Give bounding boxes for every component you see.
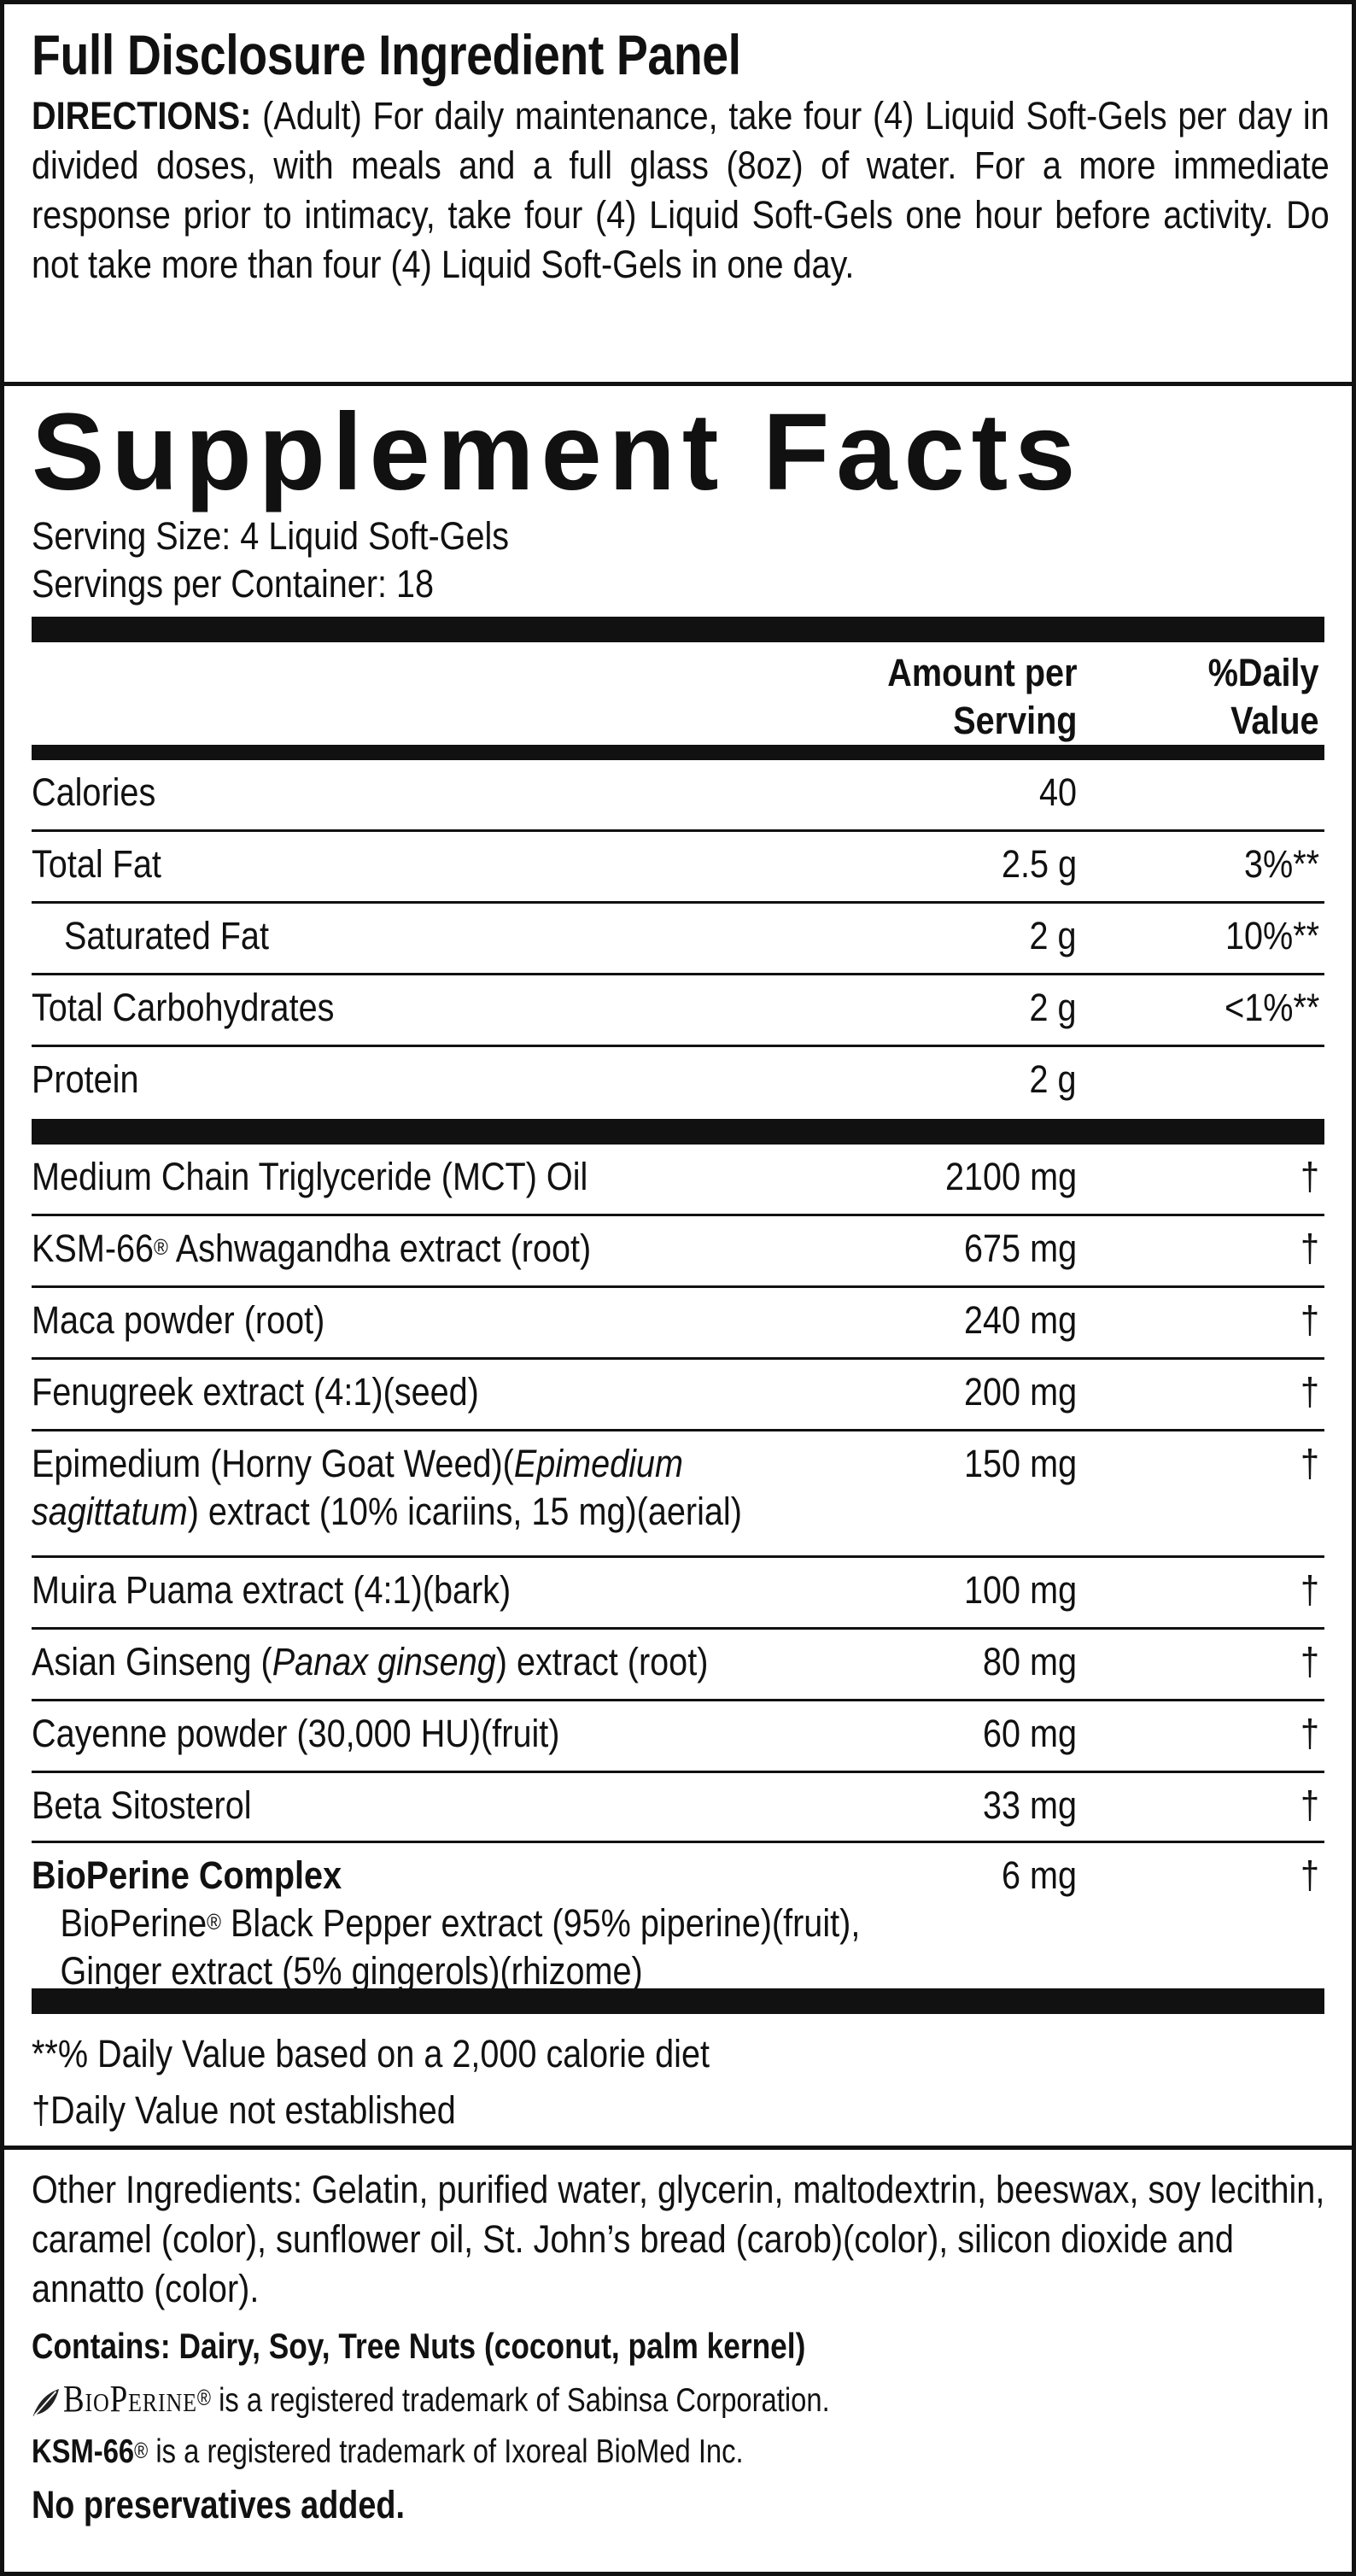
registered-mark: ® bbox=[154, 1234, 168, 1260]
table-row bbox=[32, 832, 1324, 904]
registered-mark: ® bbox=[134, 2438, 149, 2463]
complex-sub-brand: BioPerine bbox=[60, 1901, 207, 1945]
table-row bbox=[32, 1630, 1324, 1701]
ksm66-trademark-text: is a registered trademark of Ixoreal BioMed Inc. bbox=[148, 2433, 744, 2470]
bioperine-trademark-text: is a registered trademark of Sabinsa Corporation. bbox=[210, 2382, 830, 2419]
ingredient-amount: 33 mg bbox=[982, 1783, 1077, 1827]
amount-header-line2: Serving bbox=[952, 699, 1077, 742]
complex-sub-line2: Ginger extract (5% gingerols)(rhizome) bbox=[60, 1949, 643, 1993]
pepper-leaf-icon bbox=[32, 2387, 61, 2418]
ingredient-name-part: Asian Ginseng ( bbox=[32, 1640, 272, 1683]
panel-title: Full Disclosure Ingredient Panel bbox=[32, 23, 741, 86]
directions-label: DIRECTIONS: bbox=[32, 94, 252, 138]
table-row bbox=[32, 1145, 1324, 1216]
ingredient-amount: 150 mg bbox=[963, 1442, 1077, 1485]
complex-name: BioPerine Complex bbox=[32, 1853, 342, 1897]
divider-bar bbox=[32, 745, 1324, 760]
ingredient-name-part: ) extract (root) bbox=[495, 1640, 709, 1683]
divider-bar bbox=[32, 1119, 1324, 1145]
ingredient-dv: † bbox=[1300, 1640, 1319, 1683]
ingredient-name bbox=[32, 1440, 791, 1536]
ingredient-amount: 200 mg bbox=[963, 1370, 1077, 1414]
nutrient-amount: 2 g bbox=[1029, 914, 1077, 957]
allergen-contains: Contains: Dairy, Soy, Tree Nuts (coconut, palm kernel) bbox=[32, 2326, 806, 2366]
ksm66-trademark bbox=[32, 2427, 1118, 2478]
daily-value-column-header bbox=[1208, 649, 1319, 745]
ingredient-amount: 100 mg bbox=[963, 1568, 1077, 1612]
no-preservatives-note: No preservatives added. bbox=[32, 2483, 405, 2526]
table-row bbox=[32, 1843, 1324, 1993]
other-ingredients-list: Gelatin, purified water, glycerin, maltodextrin, beeswax, soy lecithin, caramel (color), sunflower oil, St. John’s bread (carob)(color), silicon dioxide and annatto (color). bbox=[32, 2168, 1325, 2310]
ingredient-dv: † bbox=[1300, 1712, 1319, 1755]
ingredient-name-rest: Ashwagandha extract (root) bbox=[167, 1227, 592, 1270]
table-row bbox=[32, 1216, 1324, 1288]
servings-per-container: Servings per Container: 18 bbox=[32, 562, 435, 606]
nutrient-name: Calories bbox=[32, 770, 156, 814]
ingredient-amount: 6 mg bbox=[1001, 1853, 1077, 1897]
ingredient-name-part: Epimedium (Horny Goat Weed)( bbox=[32, 1442, 514, 1485]
nutrient-name: Protein bbox=[32, 1057, 139, 1101]
ingredient-name: Muira Puama extract (4:1)(bark) bbox=[32, 1568, 511, 1612]
ingredient-amount: 240 mg bbox=[963, 1298, 1077, 1342]
ingredient-name bbox=[32, 1852, 860, 1995]
footnote-daily-value: **% Daily Value based on a 2,000 calorie diet bbox=[32, 2032, 710, 2075]
ingredient-name-part: ) extract (10% icariins, 15 mg)(aerial) bbox=[187, 1490, 742, 1533]
amount-header-line1: Amount per bbox=[886, 651, 1077, 694]
table-row bbox=[32, 904, 1324, 975]
ingredient-dv: † bbox=[1300, 1568, 1319, 1612]
amount-column-header bbox=[887, 649, 1077, 745]
other-ingredients-label: Other Ingredients: bbox=[32, 2168, 302, 2211]
dv-header-line2: Value bbox=[1230, 699, 1319, 742]
complex-sub-text: Black Pepper extract (95% piperine)(fruit), bbox=[221, 1901, 861, 1945]
directions-section bbox=[4, 4, 1352, 386]
ingredient-name bbox=[32, 1225, 591, 1273]
nutrient-amount: 40 bbox=[1038, 770, 1077, 814]
nutrient-amount: 2.5 g bbox=[1001, 842, 1077, 886]
other-ingredients-section bbox=[4, 2146, 1352, 2572]
table-row bbox=[32, 975, 1324, 1047]
ingredient-dv: † bbox=[1300, 1298, 1319, 1342]
nutrient-amount: 2 g bbox=[1029, 986, 1077, 1029]
complex-sub-line1 bbox=[32, 1900, 860, 1947]
ksm66-brand: KSM-66 bbox=[32, 2433, 135, 2470]
table-row bbox=[32, 760, 1324, 832]
nutrient-name: Saturated Fat bbox=[64, 914, 269, 957]
nutrient-dv: <1%** bbox=[1224, 986, 1319, 1029]
table-row bbox=[32, 1288, 1324, 1360]
ingredient-name: Medium Chain Triglyceride (MCT) Oil bbox=[32, 1155, 588, 1198]
nutrient-dv: 3%** bbox=[1243, 842, 1319, 886]
footnote-not-established: †Daily Value not established bbox=[32, 2088, 456, 2132]
ingredient-dv: † bbox=[1300, 1227, 1319, 1270]
table-header bbox=[32, 642, 1324, 745]
supplement-facts-title: Supplement Facts bbox=[32, 391, 1083, 513]
dv-header-line1: %Daily bbox=[1208, 651, 1319, 694]
serving-size: Serving Size: 4 Liquid Soft-Gels bbox=[32, 514, 510, 558]
ingredient-amount: 675 mg bbox=[963, 1227, 1077, 1270]
nutrient-name: Total Carbohydrates bbox=[32, 986, 335, 1029]
ingredient-dv: † bbox=[1300, 1783, 1319, 1827]
ingredient-amount: 2100 mg bbox=[944, 1155, 1077, 1198]
supplement-facts-section bbox=[4, 386, 1352, 2146]
ingredient-dv: † bbox=[1300, 1155, 1319, 1198]
table-row bbox=[32, 1360, 1324, 1431]
registered-mark: ® bbox=[207, 1909, 222, 1935]
registered-mark: ® bbox=[196, 2385, 211, 2410]
table-row bbox=[32, 1558, 1324, 1630]
ingredient-name: Cayenne powder (30,000 HU)(fruit) bbox=[32, 1712, 560, 1755]
directions-text bbox=[32, 91, 1330, 290]
ingredient-dv: † bbox=[1300, 1853, 1319, 1897]
other-ingredients-text bbox=[32, 2165, 1330, 2314]
table-row bbox=[32, 1431, 1324, 1558]
ingredient-latin-name: Epimedium sagittatum bbox=[32, 1442, 683, 1533]
ingredient-latin-name: Panax ginseng bbox=[272, 1640, 496, 1683]
table-row bbox=[32, 1773, 1324, 1843]
ingredient-name-brand: KSM-66 bbox=[32, 1227, 155, 1270]
table-row bbox=[32, 1701, 1324, 1773]
table-row bbox=[32, 1047, 1324, 1119]
ingredient-name: Beta Sitosterol bbox=[32, 1783, 252, 1827]
divider-bar bbox=[32, 617, 1324, 642]
bioperine-logo-text: BioPerine bbox=[62, 2378, 197, 2420]
directions-body: (Adult) For daily maintenance, take four (4) Liquid Soft-Gels per day in divided doses, with meals and a full glass (8oz) of water. For a more immediate response prior to intimacy, take four (4) Liquid Soft-Gels one hour before activity. Do not take more than four (4) Liquid Soft-Gels in one day. bbox=[32, 94, 1330, 286]
ingredient-name: Maca powder (root) bbox=[32, 1298, 325, 1342]
ingredient-amount: 60 mg bbox=[982, 1712, 1077, 1755]
ingredient-amount: 80 mg bbox=[982, 1640, 1077, 1683]
ingredient-dv: † bbox=[1300, 1442, 1319, 1485]
bioperine-trademark bbox=[32, 2374, 1118, 2427]
ingredient-name bbox=[32, 1638, 708, 1686]
nutrient-name: Total Fat bbox=[32, 842, 161, 886]
ingredient-dv: † bbox=[1300, 1370, 1319, 1414]
ingredient-name: Fenugreek extract (4:1)(seed) bbox=[32, 1370, 479, 1414]
nutrient-amount: 2 g bbox=[1029, 1057, 1077, 1101]
nutrient-dv: 10%** bbox=[1224, 914, 1319, 957]
